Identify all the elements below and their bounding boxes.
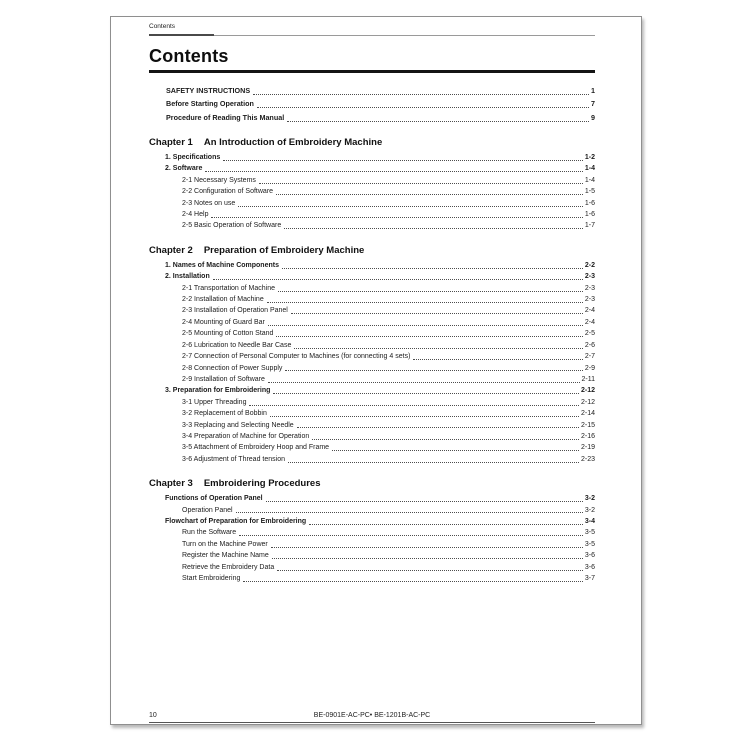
toc-entry-title: Procedure of Reading This Manual xyxy=(166,112,285,122)
toc-entry-page: 2-3 xyxy=(584,284,595,292)
toc-entry-page: 2-11 xyxy=(581,375,595,383)
toc-entry-title: 3-4 Preparation of Machine for Operation xyxy=(182,432,310,440)
header-rule-dark-segment xyxy=(149,34,214,36)
toc-entry-page: 2-16 xyxy=(580,432,595,440)
toc-entry-page: 2-23 xyxy=(580,455,595,463)
toc-entry-page: 2-5 xyxy=(584,330,595,338)
dot-leader xyxy=(267,302,583,303)
toc-entry xyxy=(149,573,595,584)
toc-entry-page: 1-6 xyxy=(584,199,595,207)
dot-leader xyxy=(278,291,583,292)
toc-entry-page: 2-15 xyxy=(580,421,595,429)
toc-entry xyxy=(149,305,595,316)
toc-entry-title: 2-7 Connection of Personal Computer to Machines (for connecting 4 sets) xyxy=(182,353,411,361)
toc-entry xyxy=(149,220,595,231)
toc-entry-page: 1-2 xyxy=(584,154,595,161)
toc-entry xyxy=(149,340,595,351)
chapter-title: An Introduction of Embroidery Machine xyxy=(203,137,383,148)
toc-entry-title: 2. Software xyxy=(165,165,203,173)
toc-entry-page: 2-3 xyxy=(584,273,595,281)
toc-entry xyxy=(149,397,595,408)
dot-leader xyxy=(309,524,583,525)
dot-leader xyxy=(276,194,583,195)
dot-leader xyxy=(288,462,579,463)
toc-entry-page: 2-12 xyxy=(580,398,595,406)
dot-leader xyxy=(291,313,583,314)
dot-leader xyxy=(211,217,582,218)
toc-entry-page: 1-4 xyxy=(584,165,595,173)
dot-leader xyxy=(284,228,583,229)
dot-leader xyxy=(273,393,579,394)
toc-entry-title: SAFETY INSTRUCTIONS xyxy=(166,85,251,95)
dot-leader xyxy=(239,535,583,536)
toc-entry xyxy=(149,527,595,538)
toc-entry xyxy=(149,442,595,453)
toc-entry-title: 3-1 Upper Threading xyxy=(182,398,247,406)
toc-entry xyxy=(149,562,595,573)
dot-leader xyxy=(213,279,583,280)
dot-leader xyxy=(238,206,583,207)
toc-entry-title: 3-2 Replacement of Bobbin xyxy=(182,410,267,418)
document-page xyxy=(110,16,642,725)
toc-entry-page: 1-6 xyxy=(584,211,595,219)
toc-entry xyxy=(149,186,595,197)
toc-entry xyxy=(149,175,595,186)
page-content xyxy=(149,17,595,584)
toc-entry-page: 2-2 xyxy=(584,261,595,269)
toc-entry-title: Register the Machine Name xyxy=(182,552,269,560)
toc-entry-page: 3-6 xyxy=(584,563,595,571)
toc-entry xyxy=(149,294,595,305)
toc-entry-title: 2-6 Lubrication to Needle Bar Case xyxy=(182,341,292,349)
toc-entry-page: 2-19 xyxy=(580,444,595,452)
toc-entry-page: 7 xyxy=(591,99,595,108)
toc-entry-page: 3-5 xyxy=(584,529,595,537)
page-title: Contents xyxy=(149,46,229,66)
chapter-title: Embroidering Procedures xyxy=(203,478,321,490)
toc-entry xyxy=(149,163,595,174)
toc-entry-title: 1. Specifications xyxy=(165,154,221,161)
toc-entry xyxy=(149,328,595,339)
toc-entry-title: Before Starting Operation xyxy=(166,99,254,108)
toc-entry xyxy=(149,539,595,550)
toc-entry-page: 9 xyxy=(591,112,595,122)
toc-entry-page: 2-4 xyxy=(584,318,595,326)
toc-entry-title: 3-3 Replacing and Selecting Needle xyxy=(182,421,294,429)
dot-leader xyxy=(266,501,583,502)
header-rule xyxy=(149,32,595,36)
toc-entry-title: Turn on the Machine Power xyxy=(182,540,268,548)
toc-entry-page: 2-7 xyxy=(584,353,595,361)
toc-entry xyxy=(149,493,595,504)
toc-entry xyxy=(149,351,595,362)
dot-leader xyxy=(253,94,589,95)
toc-entry-page: 3-2 xyxy=(584,495,595,503)
dot-leader xyxy=(332,450,579,451)
front-matter-list xyxy=(149,84,595,125)
toc-entry-title: Functions of Operation Panel xyxy=(165,495,263,503)
toc-entry-title: 2-5 Mounting of Cotton Stand xyxy=(182,330,274,338)
dot-leader xyxy=(413,359,582,360)
toc-entry-title: 2. Installation xyxy=(165,273,210,281)
toc-entry xyxy=(149,454,595,465)
dot-leader xyxy=(257,107,589,108)
dot-leader xyxy=(271,547,583,548)
toc-entry-page: 3-5 xyxy=(584,540,595,548)
toc-entry xyxy=(149,271,595,282)
chapter-label: Chapter 3 xyxy=(149,478,193,490)
toc-entry-page: 1-4 xyxy=(584,176,595,184)
dot-leader xyxy=(282,268,583,269)
running-header: Contents xyxy=(149,23,176,30)
toc-entry xyxy=(149,260,595,271)
chapter-heading xyxy=(149,477,595,490)
page-footer xyxy=(149,711,595,723)
toc-entry-page: 2-9 xyxy=(584,364,595,372)
toc-entry-title: 3-6 Adjustment of Thread tension xyxy=(182,455,285,463)
footer-page-number: 10 xyxy=(149,712,157,719)
toc-entry xyxy=(149,516,595,527)
toc-entry-title: Operation Panel xyxy=(182,506,233,514)
dot-leader xyxy=(270,416,579,417)
toc-entry-page: 3-6 xyxy=(584,552,595,560)
toc-entry-page: 2-12 xyxy=(580,387,595,395)
toc-entry xyxy=(149,385,595,396)
toc-entry-title: 3-5 Attachment of Embroidery Hoop and Frame xyxy=(182,444,330,452)
dot-leader xyxy=(236,512,583,513)
toc-entry xyxy=(149,550,595,561)
toc-entry-page: 1-5 xyxy=(584,188,595,196)
toc-entry xyxy=(149,152,595,163)
toc-entry xyxy=(149,283,595,294)
toc-entry-title: Flowchart of Preparation for Embroidering xyxy=(165,517,307,525)
dot-leader xyxy=(277,570,583,571)
toc-chapter-section xyxy=(149,136,595,232)
toc-entry xyxy=(149,84,595,98)
toc-entry-title: 2-1 Transportation of Machine xyxy=(182,284,275,292)
dot-leader xyxy=(259,183,583,184)
toc-entry-title: Run the Software xyxy=(182,529,237,537)
toc-entry-page: 2-3 xyxy=(584,296,595,304)
toc-entry-page: 3-7 xyxy=(584,575,595,582)
chapter-title: Preparation of Embroidery Machine xyxy=(203,244,365,256)
footer-doc-code: BE-0901E-AC-PC• BE-1201B-AC-PC xyxy=(313,712,431,719)
toc-entry xyxy=(149,97,595,111)
dot-leader xyxy=(312,439,579,440)
toc-entry xyxy=(149,209,595,220)
dot-leader xyxy=(268,325,583,326)
toc-entry xyxy=(149,408,595,419)
toc-entry-title: 2-4 Help xyxy=(182,211,209,219)
toc-entry xyxy=(149,363,595,374)
toc-entry-title: 3. Preparation for Embroidering xyxy=(165,387,271,395)
toc-entry-page: 2-4 xyxy=(584,307,595,315)
toc-entry-page: 2-6 xyxy=(584,341,595,349)
toc-entry-title: 1. Names of Machine Components xyxy=(165,261,279,269)
toc-entry xyxy=(149,198,595,209)
dot-leader xyxy=(272,558,583,559)
chapter-label: Chapter 1 xyxy=(149,137,193,148)
toc-entry xyxy=(149,505,595,516)
dot-leader xyxy=(205,171,583,172)
toc-entry-title: 2-4 Mounting of Guard Bar xyxy=(182,318,265,326)
toc-entry-title: 2-3 Installation of Operation Panel xyxy=(182,307,288,315)
toc-entry-page: 2-14 xyxy=(580,410,595,418)
chapter-heading xyxy=(149,136,595,149)
toc-entry-page: 3-4 xyxy=(584,517,595,525)
toc-entry-title: 2-2 Installation of Machine xyxy=(182,296,264,304)
toc-chapter-section xyxy=(149,244,595,465)
toc-entry-title: 2-2 Configuration of Software xyxy=(182,188,274,196)
toc-entry-page: 1-7 xyxy=(584,222,595,230)
dot-leader xyxy=(249,405,579,406)
toc-entry xyxy=(149,431,595,442)
toc-entry xyxy=(149,111,595,125)
toc-entry-title: Retrieve the Embroidery Data xyxy=(182,563,275,571)
toc-entry-title: Start Embroidering xyxy=(182,575,241,582)
toc-entry-page: 1 xyxy=(591,85,595,95)
dot-leader xyxy=(268,382,580,383)
toc-entry-page: 3-2 xyxy=(584,506,595,514)
toc-chapters xyxy=(149,136,595,584)
dot-leader xyxy=(243,581,583,582)
toc-entry xyxy=(149,374,595,385)
toc-entry-title: 2-3 Notes on use xyxy=(182,199,236,207)
dot-leader xyxy=(287,121,589,122)
title-rule xyxy=(149,70,595,73)
chapter-label: Chapter 2 xyxy=(149,244,193,256)
dot-leader xyxy=(276,336,582,337)
toc-chapter-section xyxy=(149,477,595,584)
toc-entry xyxy=(149,420,595,431)
toc-entry xyxy=(149,317,595,328)
dot-leader xyxy=(223,160,583,161)
toc-entry-title: 2-1 Necessary Systems xyxy=(182,176,256,184)
toc-entry-title: 2-8 Connection of Power Supply xyxy=(182,364,283,372)
dot-leader xyxy=(285,370,582,371)
toc-entry-title: 2-5 Basic Operation of Software xyxy=(182,222,282,230)
toc-entry-title: 2-9 Installation of Software xyxy=(182,375,265,383)
dot-leader xyxy=(294,348,583,349)
dot-leader xyxy=(297,427,579,428)
chapter-heading xyxy=(149,244,595,257)
